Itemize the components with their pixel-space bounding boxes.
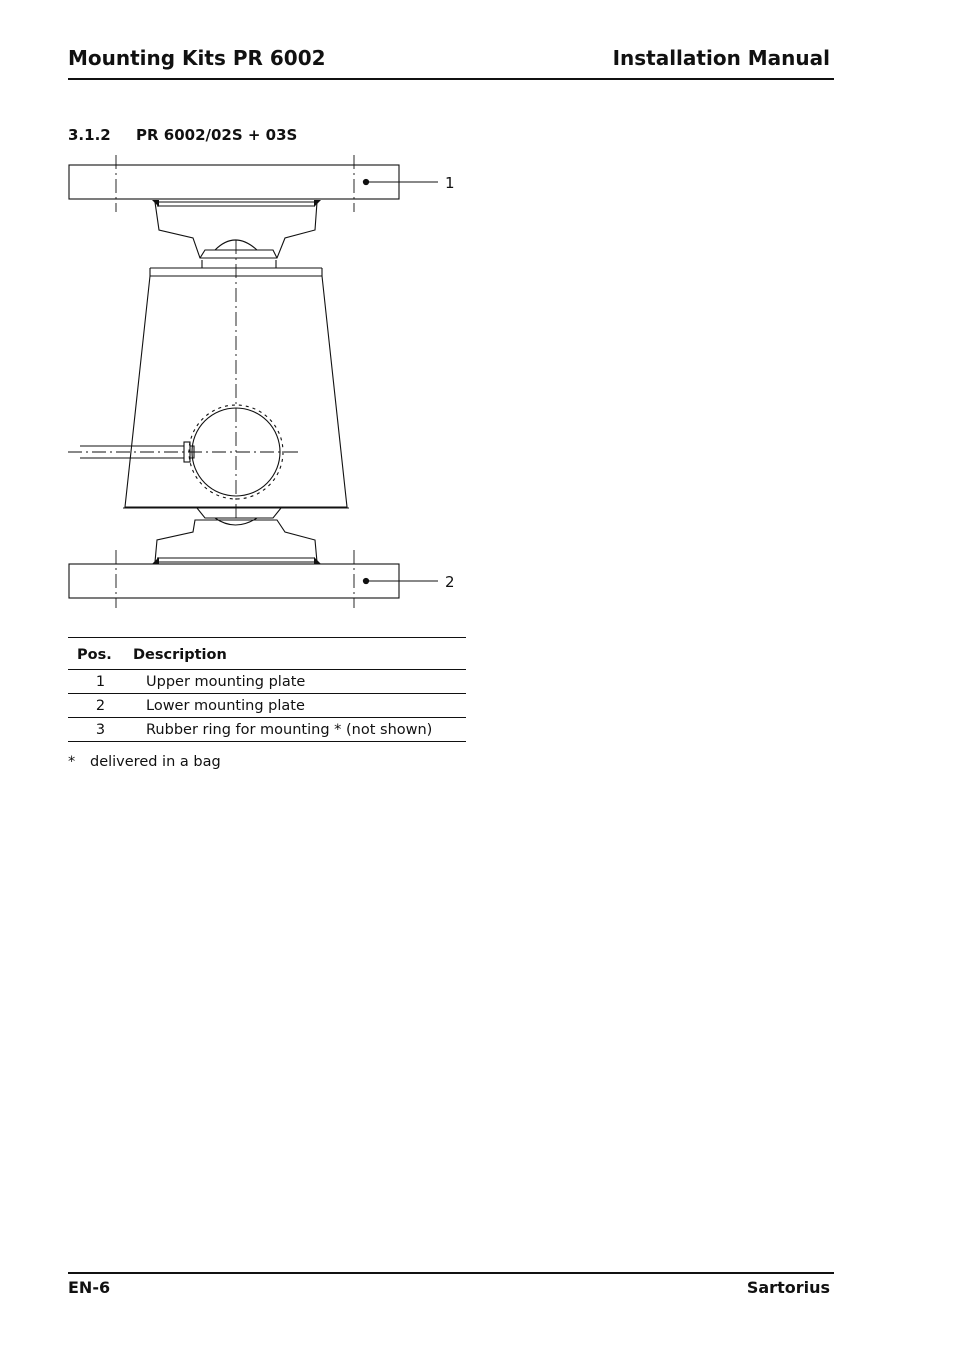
footnote-mark: * bbox=[68, 754, 76, 770]
row-description: Rubber ring for mounting * (not shown) bbox=[146, 722, 433, 738]
section-title: PR 6002/02S + 03S bbox=[136, 126, 298, 144]
footer-brand: Sartorius bbox=[746, 1278, 830, 1297]
row-description: Upper mounting plate bbox=[146, 674, 306, 690]
footer-rule bbox=[68, 1272, 834, 1274]
table-row bbox=[68, 670, 466, 694]
upper-mounting-plate bbox=[69, 165, 399, 199]
column-header-pos: Pos. bbox=[77, 646, 112, 663]
row-pos: 3 bbox=[95, 722, 106, 738]
table-row bbox=[68, 718, 466, 742]
table-row bbox=[68, 694, 466, 718]
row-pos: 2 bbox=[95, 698, 106, 714]
load-cell-diagram bbox=[60, 150, 460, 610]
page-number: EN-6 bbox=[68, 1278, 111, 1297]
header-title-left: Mounting Kits PR 6002 bbox=[68, 46, 326, 70]
column-header-description: Description bbox=[133, 646, 227, 663]
callout-label-1: 1 bbox=[445, 174, 455, 192]
load-cell-drawing bbox=[60, 150, 460, 610]
lower-pressure-piece bbox=[155, 520, 317, 562]
row-description: Lower mounting plate bbox=[146, 698, 305, 714]
lower-mounting-plate bbox=[69, 564, 399, 598]
header-rule bbox=[68, 78, 834, 80]
footnote bbox=[68, 754, 221, 770]
section-heading bbox=[68, 126, 297, 144]
section-number: 3.1.2 bbox=[68, 126, 111, 144]
callout-label-2: 2 bbox=[445, 573, 455, 591]
row-pos: 1 bbox=[95, 674, 106, 690]
table-header-row bbox=[68, 638, 466, 670]
parts-table bbox=[68, 637, 466, 742]
header-title-right: Installation Manual bbox=[612, 46, 830, 70]
footnote-text: delivered in a bag bbox=[90, 754, 221, 770]
